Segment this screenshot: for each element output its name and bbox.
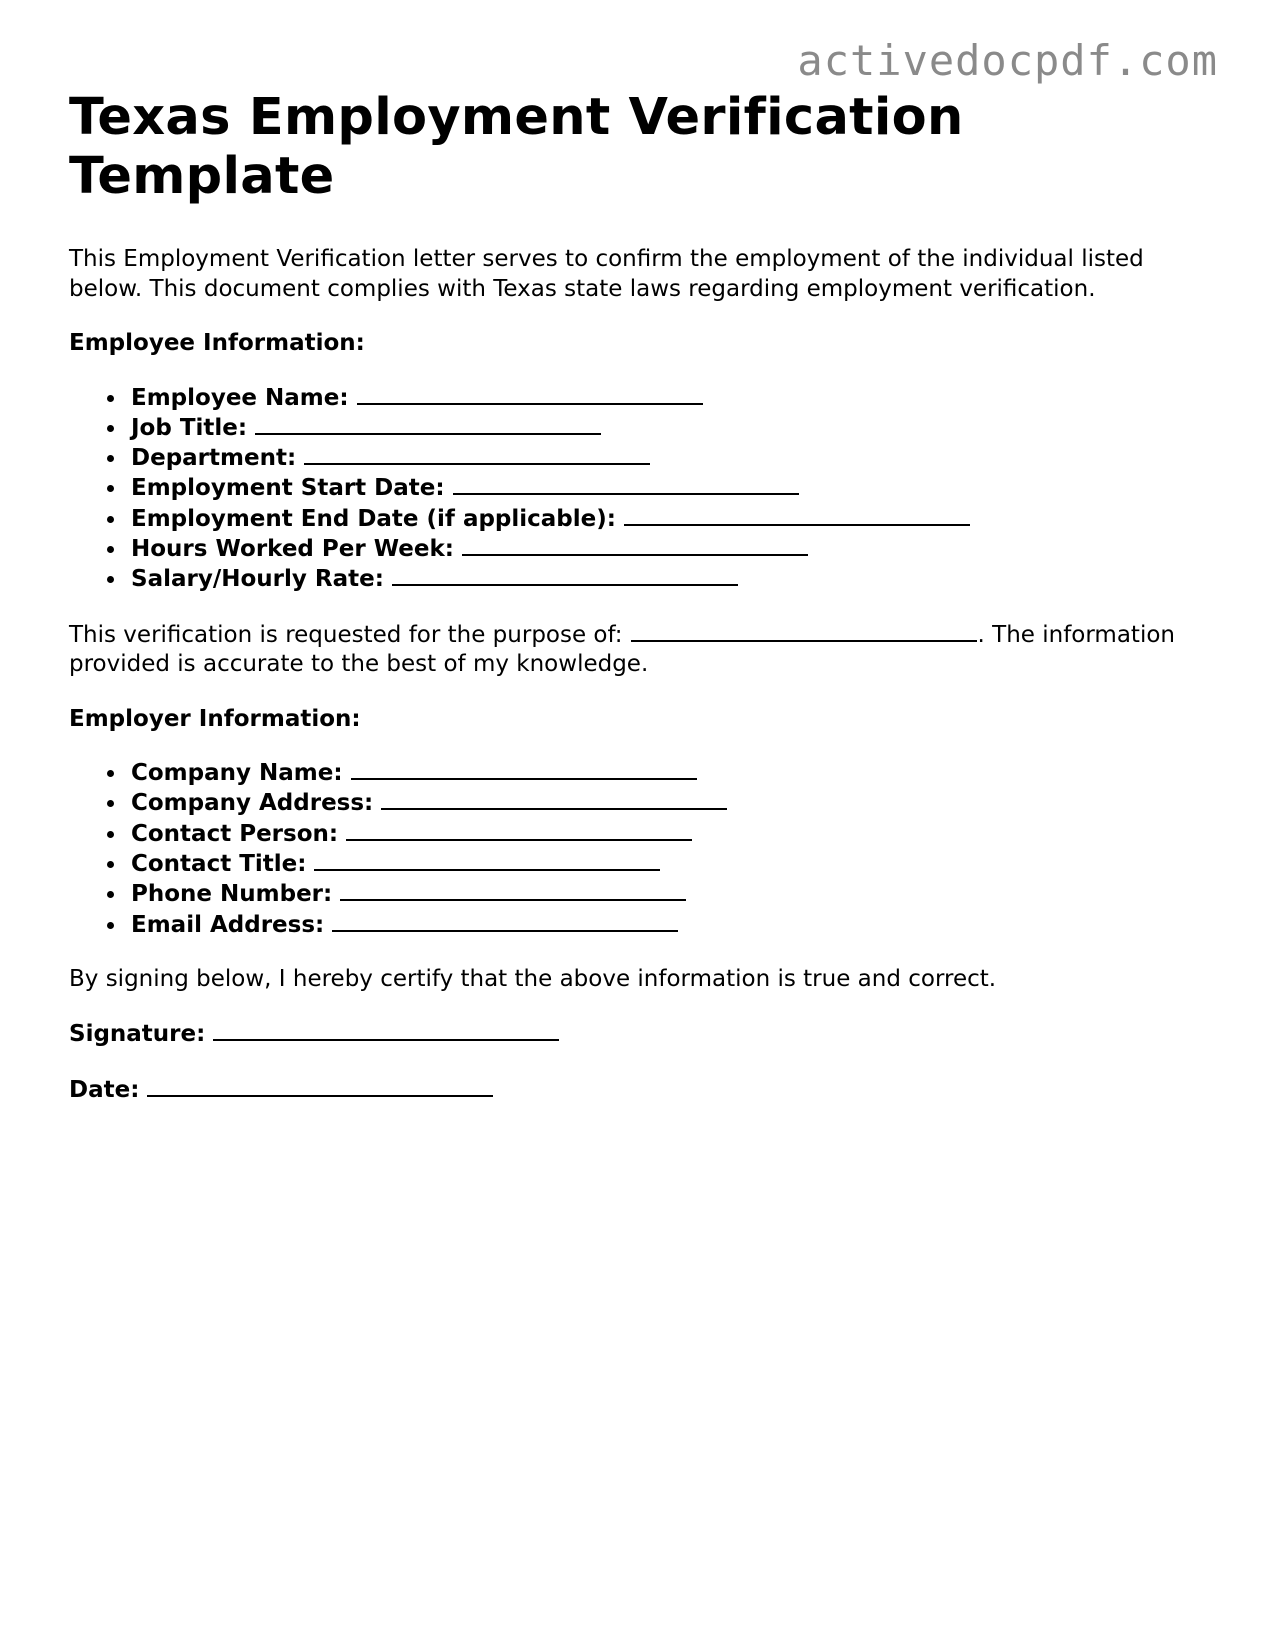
- date-field: [69, 1075, 1199, 1106]
- salary-rate-field: [131, 564, 1199, 594]
- date-label: Date:: [69, 1076, 140, 1103]
- hours-per-week-label: Hours Worked Per Week:: [131, 535, 454, 562]
- company-name-blank[interactable]: [351, 758, 697, 780]
- document-page: [69, 88, 1199, 1105]
- purpose-blank[interactable]: [631, 620, 977, 642]
- job-title-label: Job Title:: [131, 414, 248, 441]
- company-name-field: [131, 758, 1199, 788]
- watermark: activedocpdf.com: [797, 36, 1218, 85]
- hours-per-week-field: [131, 534, 1199, 564]
- department-blank[interactable]: [304, 443, 650, 465]
- phone-number-blank[interactable]: [340, 879, 686, 901]
- end-date-field: [131, 504, 1199, 534]
- salary-rate-blank[interactable]: [392, 564, 738, 586]
- contact-title-blank[interactable]: [314, 849, 660, 871]
- start-date-blank[interactable]: [453, 473, 799, 495]
- employee-section-heading: Employee Information:: [69, 330, 365, 356]
- job-title-blank[interactable]: [255, 413, 601, 435]
- employee-name-label: Employee Name:: [131, 384, 349, 411]
- company-address-field: [131, 788, 1199, 818]
- email-address-field: [131, 910, 1199, 940]
- certify-paragraph: By signing below, I hereby certify that the above information is true and correct.: [69, 965, 997, 992]
- employee-name-blank[interactable]: [357, 383, 703, 405]
- company-name-label: Company Name:: [131, 760, 343, 787]
- contact-title-label: Contact Title:: [131, 850, 307, 877]
- purpose-text-after: . The information provided is accurate to the best of my knowledge.: [69, 621, 1175, 678]
- contact-title-field: [131, 849, 1199, 879]
- signature-field: [69, 1019, 1199, 1050]
- email-address-blank[interactable]: [332, 910, 678, 932]
- start-date-field: [131, 473, 1199, 503]
- signature-label: Signature:: [69, 1021, 206, 1048]
- intro-paragraph: This Employment Verification letter serves to confirm the employment of the individual listed below. This document complies with Texas state laws regarding employment verification.: [69, 246, 1144, 302]
- employee-fields-list: [69, 383, 1199, 595]
- email-address-label: Email Address:: [131, 911, 325, 938]
- contact-person-label: Contact Person:: [131, 820, 339, 847]
- start-date-label: Employment Start Date:: [131, 475, 445, 502]
- end-date-blank[interactable]: [624, 504, 970, 526]
- employer-fields-list: [69, 758, 1199, 940]
- company-address-label: Company Address:: [131, 790, 374, 817]
- employer-section-heading: Employer Information:: [69, 705, 361, 732]
- salary-rate-label: Salary/Hourly Rate:: [131, 566, 384, 593]
- department-field: [131, 443, 1199, 473]
- employee-name-field: [131, 383, 1199, 413]
- company-address-blank[interactable]: [381, 788, 727, 810]
- date-blank[interactable]: [147, 1075, 493, 1097]
- phone-number-label: Phone Number:: [131, 881, 333, 908]
- job-title-field: [131, 413, 1199, 443]
- contact-person-field: [131, 819, 1199, 849]
- hours-per-week-blank[interactable]: [462, 534, 808, 556]
- purpose-text-before: This verification is requested for the purpose of:: [69, 621, 623, 648]
- purpose-paragraph: [69, 620, 1199, 680]
- end-date-label: Employment End Date (if applicable):: [131, 505, 616, 532]
- page-title: Texas Employment Verification Template: [69, 88, 964, 206]
- phone-number-field: [131, 879, 1199, 909]
- department-label: Department:: [131, 445, 297, 472]
- contact-person-blank[interactable]: [346, 819, 692, 841]
- signature-blank[interactable]: [213, 1019, 559, 1041]
